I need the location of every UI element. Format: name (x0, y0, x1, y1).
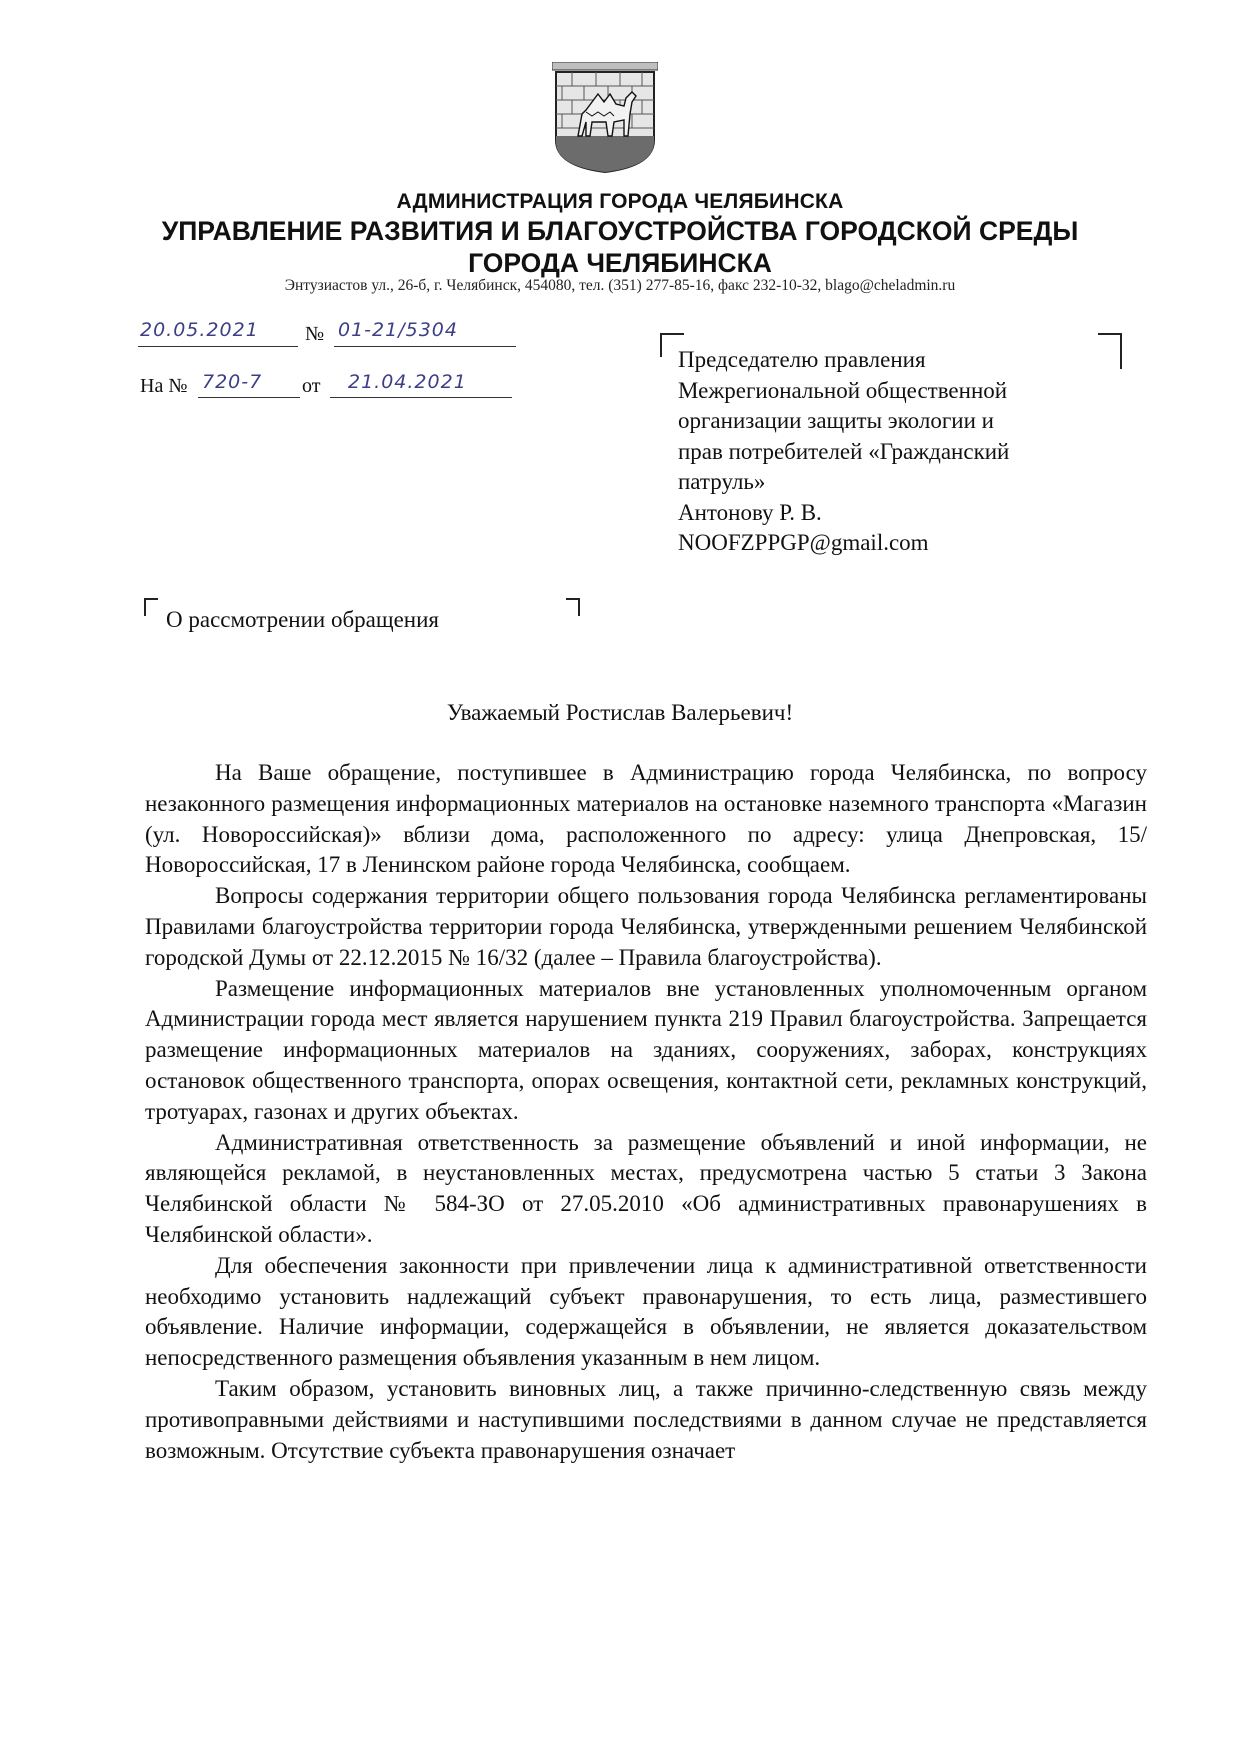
body-paragraph: На Ваше обращение, поступившее в Администрацию города Челябинска, по вопросу незаконного размещения информационных материалов на остановке наземного транспорта «Магазин (ул. Новороссийская)» вблизи дома, расположенного по адресу: улица Днепровская, 15/ Новороссийская, 17 в Ленинском районе города Челябинска, сообщаем. (145, 760, 1147, 878)
letter-body (145, 758, 1147, 1466)
body-paragraph: Таким образом, установить виновных лиц, а также причинно-следственную связь между противоправными действиями и наступившими последствиями в данном случае не представляется возможным. Отсутствие субъекта правонарушения означает (145, 1375, 1147, 1463)
body-paragraph: Административная ответственность за размещение объявлений и иной информации, не являющейся рекламой, в неустановленных местах, предусмотрена частью 5 статьи 3 Закона Челябинской области № 584-ЗО от 27.05.2010 «Об административных правонарушениях в Челябинской области». (145, 1129, 1147, 1247)
outgoing-date: 20.05.2021 (140, 319, 259, 341)
reply-number-underline (198, 397, 300, 398)
administration-title: АДМИНИСТРАЦИЯ ГОРОДА ЧЕЛЯБИНСКА (396, 190, 844, 213)
body-paragraph: Вопросы содержания территории общего пользования города Челябинска регламентированы Правилами благоустройства территории города Челябинска, утвержденными решением Челябинской городской Думы от 22.12.2015 № 16/32 (далее – Правила благоустройства). (145, 883, 1147, 970)
reply-date: 21.04.2021 (348, 371, 467, 393)
reply-label: На № (140, 375, 188, 397)
addressee-line: организации защиты экологии и (678, 408, 994, 433)
from-label: от (302, 375, 321, 397)
addressee-block (678, 345, 1118, 559)
subject-corner-left (144, 598, 158, 616)
department-title-city: ГОРОДА ЧЕЛЯБИНСКА (468, 248, 772, 278)
addressee-line: патруль» (678, 469, 766, 494)
department-contacts: Энтузиастов ул., 26-б, г. Челябинск, 454080, тел. (351) 277-85-16, факс 232-10-32, blago@cheladmin.ru (284, 277, 956, 294)
letter-subject: О рассмотрении обращения (166, 607, 439, 632)
body-paragraph: Размещение информационных материалов вне установленных уполномоченным органом Администрации города мест является нарушением пункта 219 Правил благоустройства. Запрещается размещение информационных материалов на зданиях, сооружениях, заборах, конструкциях остановок общественного транспорта, опорах освещения, контактной сети, рекламных конструкций, тротуарах, газонах и других объектах. (145, 975, 1147, 1124)
number-label: № (305, 323, 325, 345)
addressee-line: Председателю правления (678, 347, 926, 372)
chelyabinsk-coat-of-arms-icon (552, 62, 658, 174)
number-underline (334, 346, 516, 347)
reply-date-underline (330, 397, 512, 398)
reply-number: 720-7 (202, 371, 263, 393)
outgoing-number: 01-21/5304 (338, 319, 458, 341)
addressee-email: NOOFZPPGP@gmail.com (678, 530, 929, 555)
subject-corner-right (566, 598, 580, 616)
addressee-line: Межрегиональной общественной (678, 377, 1008, 403)
addressee-line: прав потребителей «Гражданский (678, 438, 1010, 464)
addressee-name: Антонову Р. В. (678, 499, 822, 525)
greeting: Уважаемый Ростислав Валерьевич! (446, 700, 794, 725)
body-paragraph: Для обеспечения законности при привлечении лица к административной ответственности необходимо установить надлежащий субъект правонарушения, то есть лица, разместившего объявление. Наличие информации, содержащейся в объявлении, не является доказательством непосредственного размещения объявления указанным в нем лицом. (145, 1252, 1147, 1371)
department-title: УПРАВЛЕНИЕ РАЗВИТИЯ И БЛАГОУСТРОЙСТВА ГОРОДСКОЙ СРЕДЫ (161, 216, 1079, 246)
date-underline (138, 346, 298, 347)
